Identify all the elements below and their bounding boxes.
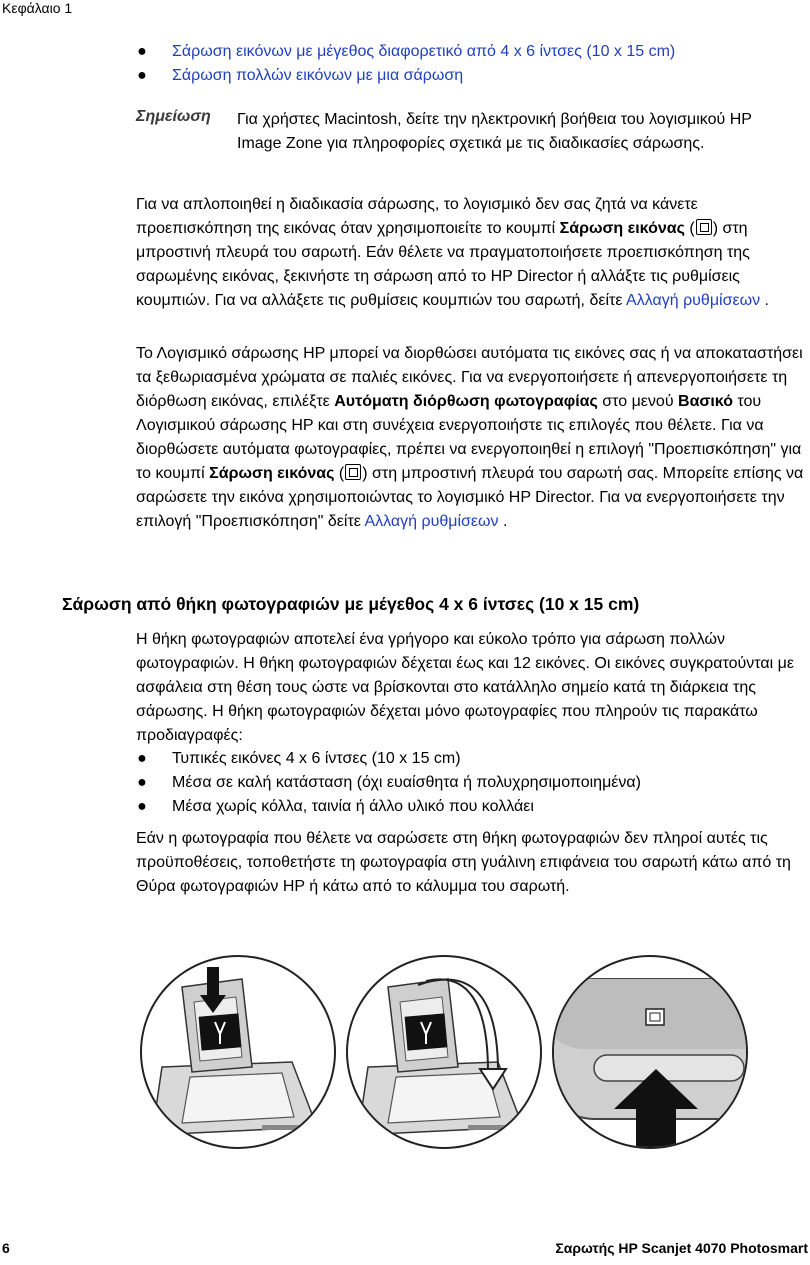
text-run: ( xyxy=(684,220,695,237)
link-scan-multiple-images[interactable]: Σάρωση πολλών εικόνων με μια σάρωση xyxy=(172,67,464,84)
scanner-illustration xyxy=(140,955,750,1150)
text-run: στο μενού xyxy=(597,393,679,410)
footer-product-name: Σαρωτής HP Scanjet 4070 Photosmart xyxy=(555,1240,808,1256)
note-text: Για χρήστες Macintosh, δείτε την ηλεκτρονική βοήθεια του λογισμικού HP Image Zone για πληροφορίες σχετικά με τις διαδικασίες σάρωσης. xyxy=(237,111,752,152)
scan-picture-button-icon xyxy=(696,219,712,235)
link-change-settings[interactable]: Αλλαγή ρυθμίσεων xyxy=(626,292,761,309)
bold-term: Σάρωση εικόνας xyxy=(209,465,335,482)
bullet-dot: ● xyxy=(137,67,147,84)
scanner-load-photos-drawing xyxy=(142,957,334,1147)
paragraph-alternative: Εάν η φωτογραφία που θέλετε να σαρώσετε στη θήκη φωτογραφιών δεν πληροί αυτές τις προϋποθέσεις, τοποθετήστε τη φωτογραφία στη γυάλινη επιφάνεια του σαρωτή κάτω από τη Θύρα φωτογραφιών HP ή κάτω από το κάλυμμα του σαρωτή. xyxy=(136,830,791,895)
text-run: Το Λογισμικό σάρωσης HP μπορεί να διορθώσει αυτόματα τις εικόνες σας ή να αποκαταστήσει τα ξεθωριασμένα χρώματα σε παλιές εικόνες. Για να ενεργοποιήσετε ή απενεργοποιήσετε τη διόρθωση εικόνας, επιλέξτε xyxy=(136,345,803,410)
spec-text: Μέσα σε καλή κατάσταση (όχι ευαίσθητα ή πολυχρησιμοποιημένα) xyxy=(172,774,641,791)
step-number: 3 xyxy=(564,959,581,992)
paragraph-photo-holder: Η θήκη φωτογραφιών αποτελεί ένα γρήγορο και εύκολο τρόπο για σάρωση πολλών φωτογραφιών. Η θήκη φωτογραφιών δέχεται έως και 12 εικόνες. Οι εικόνες συγκρατούνται με ασφάλεια στη θέση τους ώστε να βρίσκονται στο κατάλληλο σημείο κατά τη διάρκεια της σάρωσης. Η θήκη φωτογραφιών δέχεται μόνο φωτογραφίες που πληρούν τις παρακάτω προδιαγραφές: xyxy=(136,631,794,744)
list-item xyxy=(136,64,796,88)
text-run: . xyxy=(760,292,769,309)
paragraph-auto-correct xyxy=(136,342,804,534)
step-number: 2 xyxy=(358,959,375,992)
text-run: Για να απλοποιηθεί η διαδικασία σάρωσης, το λογισμικό δεν σας ζητά να κάνετε προεπισκόπηση της εικόνας όταν χρησιμοποιείτε το κουμπί xyxy=(136,196,698,237)
spec-text: Μέσα χωρίς κόλλα, ταινία ή άλλο υλικό που κολλάει xyxy=(172,798,534,815)
list-item xyxy=(136,771,796,795)
step-2-panel xyxy=(346,955,542,1149)
bold-term: Σάρωση εικόνας xyxy=(559,220,685,237)
step-3-panel xyxy=(552,955,748,1149)
bullet-dot: ● xyxy=(137,798,147,815)
scan-picture-button-icon xyxy=(345,464,361,480)
bullet-dot: ● xyxy=(137,750,147,767)
bold-term: Αυτόματη διόρθωση φωτογραφίας xyxy=(334,393,598,410)
note-label: Σημείωση xyxy=(136,108,211,125)
step-number: 1 xyxy=(152,959,169,992)
text-run: ( xyxy=(334,465,345,482)
bold-term: Βασικό xyxy=(678,393,733,410)
link-change-settings[interactable]: Αλλαγή ρυθμίσεων xyxy=(364,513,499,530)
scanner-press-button-drawing xyxy=(554,957,746,1147)
chapter-header: Κεφάλαιο 1 xyxy=(2,0,73,16)
scanner-close-lid-drawing xyxy=(348,957,540,1147)
spec-text: Τυπικές εικόνες 4 x 6 ίντσες (10 x 15 cm) xyxy=(172,750,461,767)
bullet-dot: ● xyxy=(137,43,147,60)
section-title: Σάρωση από θήκη φωτογραφιών με μέγεθος 4 x 6 ίντσες (10 x 15 cm) xyxy=(62,594,640,614)
page-number: 6 xyxy=(2,1240,10,1256)
paragraph-preview xyxy=(136,193,804,313)
text-run: ) στη μπροστινή πλευρά του σαρωτή. Εάν θέλετε να πραγματοποιήσετε προεπισκόπηση της σαρωμένης εικόνας, ξεκινήστε τη σάρωση από το HP Director ή αλλάξτε τις ρυθμίσεις κουμπιών. Για να αλλάξετε τις ρυθμίσεις κουμπιών του σαρωτή, δείτε xyxy=(136,220,750,309)
step-1-panel xyxy=(140,955,336,1149)
link-scan-non-standard-size[interactable]: Σάρωση εικόνων με μέγεθος διαφορετικό από 4 x 6 ίντσες (10 x 15 cm) xyxy=(172,43,676,60)
text-run: . xyxy=(498,513,508,530)
bullet-dot: ● xyxy=(137,774,147,791)
list-item xyxy=(136,40,796,64)
text-run: ) στη μπροστινή πλευρά του σαρωτή σας. Μπορείτε επίσης να σαρώσετε την εικόνα χρησιμοποιώντας το λογισμικό HP Director. Για να ενεργοποιήσετε την επιλογή "Προεπισκόπηση" δείτε xyxy=(136,465,804,530)
bullet-list-specs xyxy=(136,747,796,819)
list-item xyxy=(136,795,796,819)
list-item xyxy=(136,747,796,771)
text-run: του Λογισμικού σάρωσης HP και στη συνέχεια ενεργοποιήστε τις επιλογές που θέλετε. Για να διορθώσετε αυτόματα φωτογραφίες, πρέπει να ενεργοποιηθεί η επιλογή "Προεπισκόπηση" για το κουμπί xyxy=(136,393,802,482)
bullet-list-links xyxy=(136,40,796,88)
